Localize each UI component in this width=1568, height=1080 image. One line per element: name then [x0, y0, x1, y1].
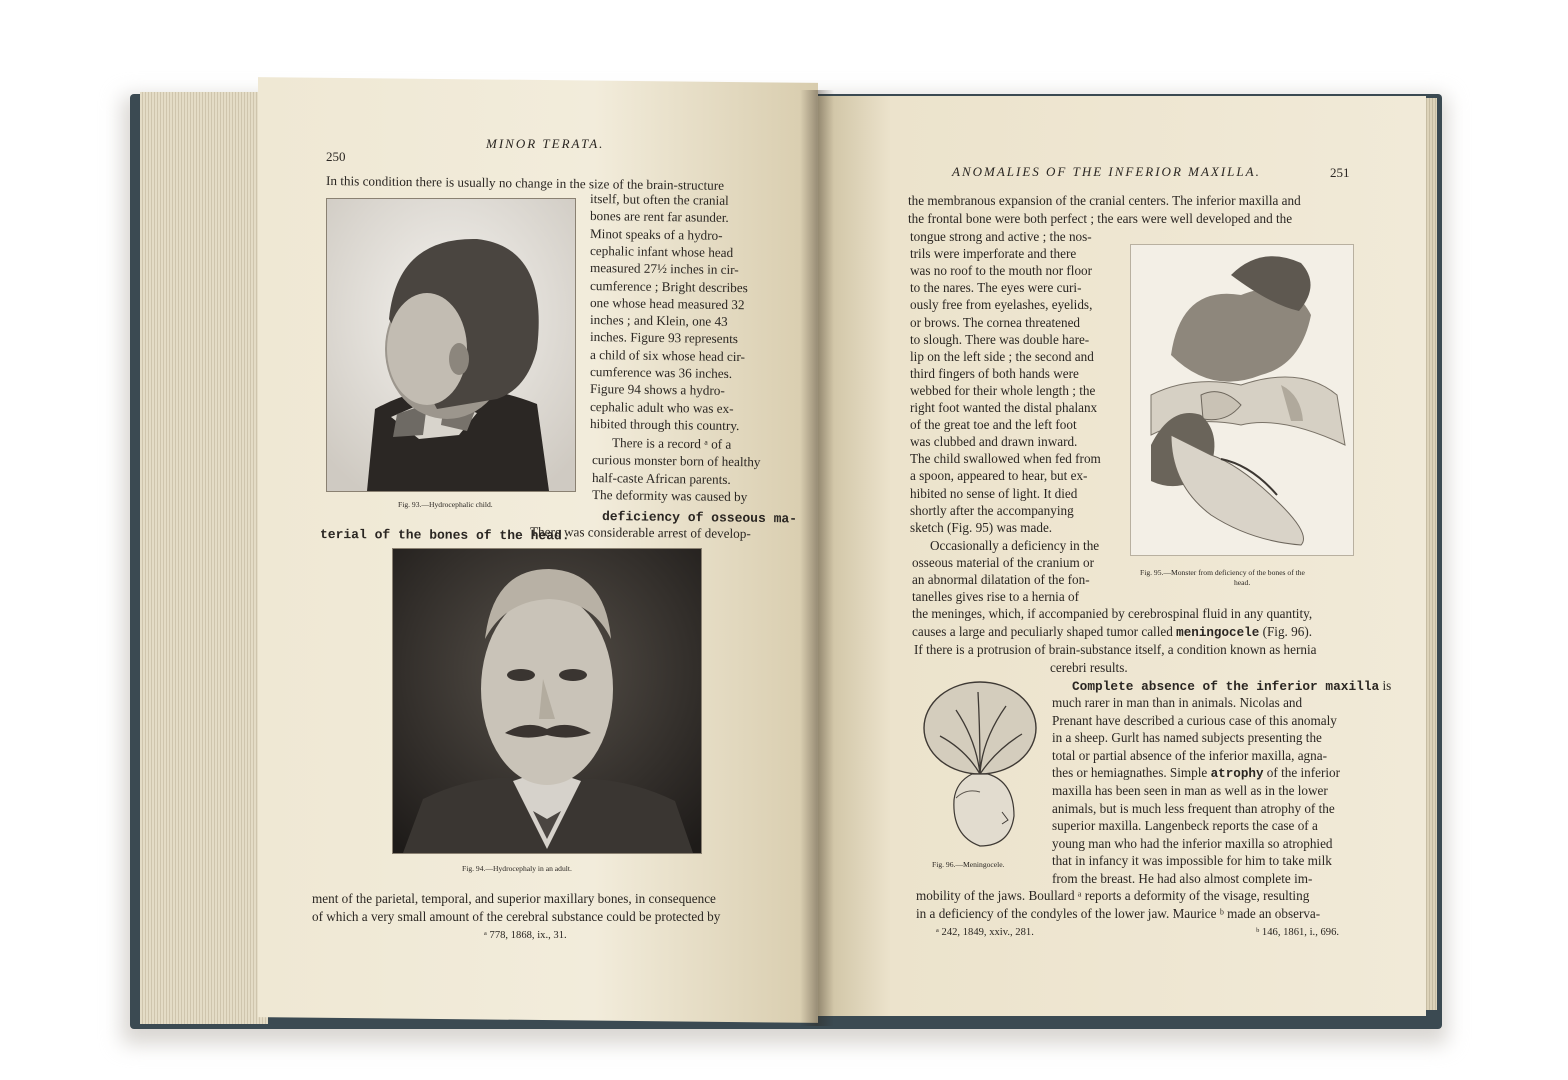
text-line: trils were imperforate and there	[910, 246, 1077, 262]
text-line: ously free from eyelashes, eyelids,	[910, 297, 1093, 313]
right-heading-line	[1072, 677, 1391, 695]
fig94-photo	[392, 548, 702, 854]
right-footnote-a: ᵃ 242, 1849, xxiv., 281.	[936, 927, 1034, 938]
text-segment: of the inferior	[1266, 765, 1341, 780]
right-running-head: ANOMALIES OF THE INFERIOR MAXILLA.	[952, 164, 1261, 179]
left-bottom-line: ment of the parietal, temporal, and superior maxillary bones, in consequence	[312, 891, 716, 906]
text-line: shortly after the accompanying	[910, 502, 1074, 518]
text-line: curious monster born of healthy	[591, 452, 761, 470]
bold-term-atrophy: atrophy	[1210, 767, 1264, 781]
fig94-caption: Fig. 94.—Hydrocephaly in an adult.	[462, 864, 572, 873]
text-line: Occasionally a deficiency in the	[930, 538, 1100, 553]
text-line: to slough. There was double hare-	[910, 331, 1090, 347]
text-line: cumference ; Bright describes	[589, 277, 748, 295]
bold-term-meningocele: meningocele	[1176, 626, 1260, 640]
left-footnote: ᵃ 778, 1868, ix., 31.	[484, 930, 567, 941]
text-line: measured 27½ inches in cir-	[589, 260, 739, 278]
right-atrophy-line	[1052, 764, 1340, 783]
fig93-photo	[326, 198, 576, 492]
left-page-number: 250	[326, 149, 346, 164]
right-page-number: 251	[1330, 165, 1350, 180]
fig95-sketch	[1130, 244, 1354, 556]
right-full-line-2	[912, 623, 1312, 642]
text-line: hibited through this country.	[589, 415, 740, 433]
text-line: animals, but is much less frequent than atrophy of the	[1052, 800, 1335, 816]
text-line: tanelles gives rise to a hernia of	[912, 589, 1079, 605]
left-line: In this condition there is usually no change in the size of the brain-structure	[325, 173, 725, 193]
text-line: that in infancy it was impossible for him to take milk	[1052, 853, 1332, 868]
text-line: cumference was 36 inches.	[589, 364, 733, 381]
text-line: sketch (Fig. 95) was made.	[910, 519, 1053, 535]
text-line: in a sheep. Gurlt has named subjects presenting the	[1052, 730, 1322, 745]
text-line: was no roof to the mouth nor floor	[910, 263, 1093, 279]
text-segment: is	[1382, 678, 1392, 693]
text-line: inches ; and Klein, one 43	[589, 312, 728, 330]
text-line: from the breast. He had also almost complete im-	[1052, 870, 1313, 886]
text-line: young man who had the inferior maxilla so atrophied	[1052, 835, 1333, 851]
text-line: tongue strong and active ; the nos-	[910, 229, 1092, 244]
fig95-caption-line: Fig. 95.—Monster from deficiency of the bones of the	[1140, 568, 1305, 577]
text-line: of the great toe and the left foot	[910, 417, 1077, 433]
bold-heading: Complete absence of the inferior maxilla	[1072, 679, 1380, 694]
text-line: bones are rent far asunder.	[589, 208, 729, 226]
text-line: cephalic infant whose head	[589, 242, 734, 260]
text-segment: thes or hemiagnathes. Simple	[1052, 765, 1208, 780]
left-running-head: MINOR TERATA.	[486, 136, 605, 151]
text-line: much rarer in man than in animals. Nicolas and	[1052, 695, 1303, 710]
text-line: right foot wanted the distal phalanx	[910, 400, 1098, 415]
text-line: total or partial absence of the inferior maxilla, agna-	[1052, 747, 1327, 763]
fig96-caption: Fig. 96.—Meningocele.	[932, 860, 1005, 869]
text-line: an abnormal dilatation of the fon-	[912, 572, 1090, 588]
book-spine-gutter	[800, 90, 834, 1026]
text-line: There is a record ᵃ of a	[611, 435, 732, 452]
text-line: a child of six whose head cir-	[589, 346, 746, 364]
text-line: itself, but often the cranial	[589, 191, 729, 208]
text-segment: (Fig. 96).	[1262, 624, 1313, 639]
text-segment: causes a large and peculiarly shaped tumor called	[912, 624, 1173, 639]
text-line: a spoon, appeared to hear, but ex-	[910, 468, 1088, 484]
text-line: Figure 94 shows a hydro-	[589, 381, 725, 399]
left-page-edges	[140, 92, 268, 1024]
right-footnote-b: ᵇ 146, 1861, i., 696.	[1256, 927, 1340, 938]
right-full-line: If there is a protrusion of brain-substance itself, a condition known as hernia	[914, 642, 1317, 657]
right-full-line: the meninges, which, if accompanied by cerebrospinal fluid in any quantity,	[912, 606, 1313, 621]
text-line: lip on the left side ; the second and	[910, 348, 1094, 364]
text-line: webbed for their whole length ; the	[910, 382, 1096, 398]
left-bottom-line: of which a very small amount of the cerebral substance could be protected by	[312, 909, 721, 924]
left-bold-line-b: terial of the bones of the head.	[319, 527, 570, 544]
left-line-after-bold: There was considerable arrest of develop-	[529, 524, 751, 541]
text-line: maxilla has been seen in man as well as in the lower	[1052, 783, 1328, 798]
text-line: The deformity was caused by	[591, 486, 748, 505]
right-full-line: cerebri results.	[1050, 660, 1128, 675]
text-line: was clubbed and drawn inward.	[910, 434, 1078, 450]
text-line: Prenant have described a curious case of this anomaly	[1052, 712, 1337, 728]
text-line: cephalic adult who was ex-	[589, 398, 734, 416]
text-line: Minot speaks of a hydro-	[589, 225, 723, 243]
text-line: The child swallowed when fed from	[910, 451, 1101, 467]
text-line: or brows. The cornea threatened	[910, 314, 1081, 330]
fig93-caption: Fig. 93.—Hydrocephalic child.	[398, 500, 493, 509]
text-line: half-caste African parents.	[591, 469, 731, 487]
text-line: osseous material of the cranium or	[912, 555, 1095, 571]
right-bottom-line: in a deficiency of the condyles of the lower jaw. Maurice ᵇ made an observa-	[916, 906, 1321, 921]
text-line: hibited no sense of light. It died	[910, 485, 1078, 501]
fig96-drawing	[916, 670, 1044, 850]
text-line: superior maxilla. Langenbeck reports the case of a	[1052, 818, 1318, 833]
fig95-caption-line: head.	[1234, 578, 1251, 587]
text-line: one whose head measured 32	[589, 294, 745, 312]
left-bold-line-a: deficiency of osseous ma-	[601, 509, 798, 527]
text-line: third fingers of both hands were	[910, 365, 1079, 381]
right-top-line: the frontal bone were both perfect ; the ears were well developed and the	[908, 211, 1293, 226]
right-bottom-line: mobility of the jaws. Boullard ᵃ reports a deformity of the visage, resulting	[916, 888, 1310, 903]
text-line: to the nares. The eyes were curi-	[910, 280, 1082, 296]
text-line: inches. Figure 93 represents	[589, 329, 739, 347]
right-top-line: the membranous expansion of the cranial centers. The inferior maxilla and	[908, 193, 1301, 208]
